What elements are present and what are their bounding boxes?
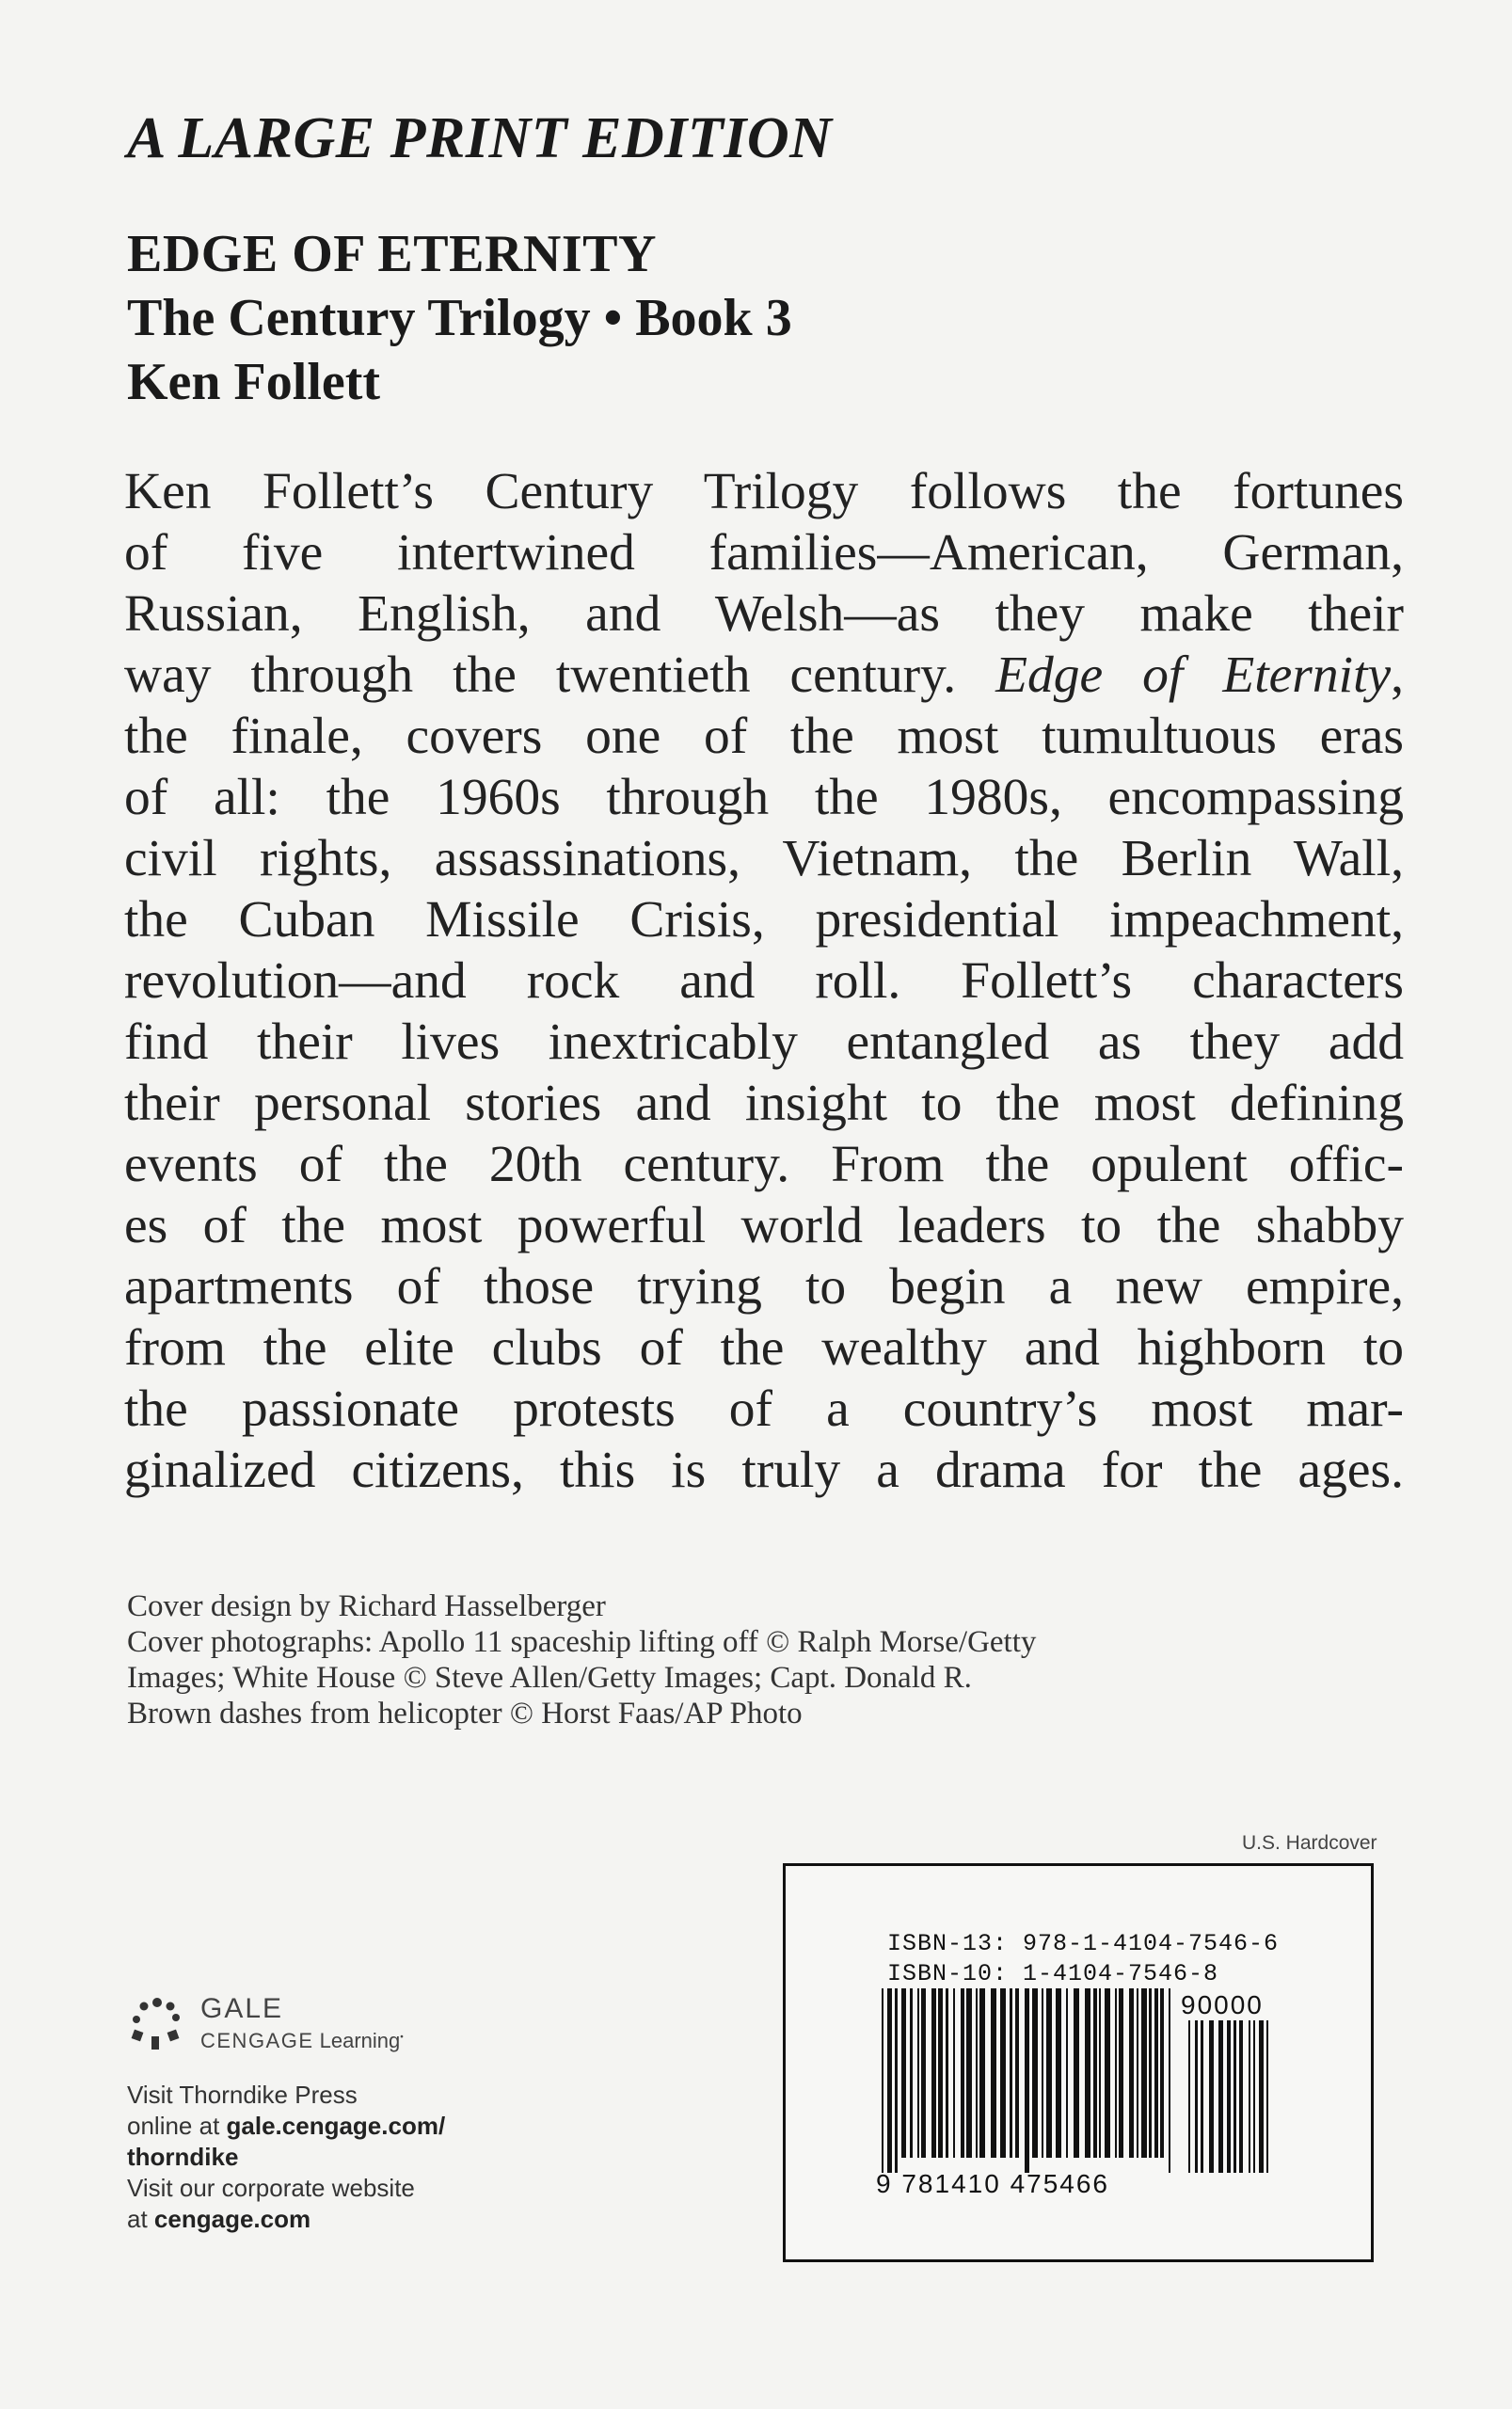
barcode-bar bbox=[1074, 1988, 1079, 2158]
barcode-bar bbox=[895, 1988, 898, 2173]
barcode-box bbox=[783, 1863, 1374, 2262]
trademark-mark: • bbox=[400, 2032, 404, 2043]
barcode-bar bbox=[1085, 1988, 1090, 2158]
text-segment: the finale, covers one of the most tumultuous eras bbox=[124, 708, 1404, 765]
cengage-wordmark bbox=[200, 2029, 404, 2053]
credit-line: Images; White House © Steve Allen/Getty Images; Capt. Donald R. bbox=[127, 1661, 972, 1695]
text-segment: apartments of those trying to begin a new empire, bbox=[124, 1258, 1404, 1316]
description-line bbox=[124, 889, 1404, 950]
description-line bbox=[124, 706, 1404, 767]
barcode-bar bbox=[946, 1988, 948, 2158]
addon-bar bbox=[1209, 2020, 1214, 2173]
text-segment: their personal stories and insight to the most defining bbox=[124, 1075, 1404, 1132]
description-line bbox=[124, 1195, 1404, 1256]
description-line bbox=[124, 1012, 1404, 1073]
addon-bar bbox=[1218, 2020, 1223, 2173]
gale-star-icon bbox=[127, 1997, 189, 2053]
visit-line-1: Visit Thorndike Press bbox=[127, 2081, 358, 2109]
credit-line: Cover design by Richard Hasselberger bbox=[127, 1589, 606, 1623]
text-segment: of five intertwined families—American, German, bbox=[124, 524, 1404, 582]
barcode-bar bbox=[1056, 1988, 1061, 2158]
barcode-bar bbox=[1129, 1988, 1134, 2158]
barcode-bar bbox=[991, 1988, 996, 2158]
addon-bar bbox=[1259, 2020, 1264, 2173]
book-description bbox=[124, 461, 1404, 1501]
description-line bbox=[124, 645, 1404, 706]
text-segment: the passionate protests of a country’s most mar- bbox=[124, 1380, 1404, 1438]
description-line bbox=[124, 1256, 1404, 1317]
addon-bar bbox=[1201, 2020, 1203, 2173]
corporate-prefix: at bbox=[127, 2205, 154, 2233]
barcode-bar bbox=[1099, 1988, 1101, 2158]
barcode-bar bbox=[1137, 1988, 1138, 2158]
barcode-bar bbox=[1042, 1988, 1043, 2158]
thorndike-url[interactable]: gale.cengage.com/ bbox=[226, 2112, 446, 2140]
ean-digits: 9 781410 475466 bbox=[876, 2169, 1109, 2198]
credit-line: Brown dashes from helicopter © Horst Faas/AP Photo bbox=[127, 1697, 803, 1731]
barcode-bar bbox=[938, 1988, 943, 2158]
addon-bar bbox=[1253, 2020, 1255, 2173]
barcode-bar bbox=[901, 1988, 906, 2158]
title-block bbox=[127, 222, 792, 414]
gale-wordmark: GALE bbox=[200, 1993, 284, 2024]
addon-bar bbox=[1239, 2020, 1243, 2173]
addon-bar bbox=[1249, 2020, 1250, 2173]
text-segment: find their lives inextricably entangled as they add bbox=[124, 1013, 1404, 1071]
barcode-bar bbox=[976, 1988, 978, 2158]
barcode-bar bbox=[910, 1988, 913, 2158]
description-line bbox=[124, 1317, 1404, 1379]
barcode-bar bbox=[887, 1988, 892, 2173]
barcode-bar bbox=[1115, 1988, 1117, 2158]
barcode-bar bbox=[1000, 1988, 1006, 2158]
edition-heading: A LARGE PRINT EDITION bbox=[127, 106, 833, 170]
addon-bar bbox=[1195, 2020, 1198, 2173]
visit-line-3 bbox=[127, 2142, 445, 2173]
text-segment: from the elite clubs of the wealthy and highborn to bbox=[124, 1319, 1404, 1377]
credit-line: Cover photographs: Apollo 11 spaceship lifting off © Ralph Morse/Getty bbox=[127, 1625, 1037, 1659]
text-segment: Ken Follett’s Century Trilogy follows the fortunes bbox=[124, 463, 1404, 520]
cengage-url[interactable]: cengage.com bbox=[153, 2205, 311, 2233]
barcode-bar bbox=[979, 1988, 985, 2158]
visit-line-2 bbox=[127, 2111, 445, 2142]
visit-line-5 bbox=[127, 2204, 445, 2235]
text-segment: events of the 20th century. From the opulent offic- bbox=[124, 1136, 1404, 1193]
barcode-bar bbox=[953, 1988, 955, 2158]
description-line bbox=[124, 950, 1404, 1012]
publisher-logo bbox=[127, 1993, 404, 2059]
description-line bbox=[124, 1379, 1404, 1440]
description-line bbox=[124, 1134, 1404, 1195]
addon-bar bbox=[1188, 2020, 1190, 2173]
addon-bar bbox=[1233, 2020, 1236, 2173]
barcode-bar bbox=[1015, 1988, 1019, 2158]
series-name: The Century Trilogy • Book 3 bbox=[127, 289, 792, 347]
description-line bbox=[124, 522, 1404, 583]
description-line bbox=[124, 828, 1404, 889]
cengage-suffix: Learning bbox=[313, 2029, 401, 2052]
barcode-bar bbox=[1105, 1988, 1110, 2158]
isbn-13: ISBN-13: 978-1-4104-7546-6 bbox=[887, 1930, 1280, 1957]
barcode-bar bbox=[917, 1988, 919, 2158]
cover-credits bbox=[127, 1588, 1036, 1731]
barcode-bar bbox=[1046, 1988, 1052, 2158]
text-segment: , bbox=[1391, 646, 1404, 704]
barcode-bar bbox=[1141, 1988, 1147, 2158]
barcode-bar bbox=[1149, 1988, 1152, 2158]
text-segment: revolution—and rock and roll. Follett’s characters bbox=[124, 952, 1404, 1010]
text-segment: of all: the 1960s through the 1980s, encompassing bbox=[124, 769, 1404, 826]
italic-title: Edge of Eternity bbox=[995, 646, 1392, 704]
visit-prefix: online at bbox=[127, 2112, 227, 2140]
barcode-bar bbox=[966, 1988, 972, 2158]
addon-bar bbox=[1227, 2020, 1231, 2173]
barcode-bar bbox=[1160, 1988, 1164, 2158]
barcode-bar bbox=[1025, 1988, 1029, 2173]
text-segment: ginalized citizens, this is truly a drama for the ages. bbox=[124, 1442, 1404, 1499]
description-line bbox=[124, 1440, 1404, 1501]
barcode-bar bbox=[1169, 1988, 1170, 2173]
barcode-bar bbox=[931, 1988, 936, 2158]
book-title: EDGE OF ETERNITY bbox=[127, 225, 657, 283]
description-line bbox=[124, 461, 1404, 522]
description-line bbox=[124, 767, 1404, 828]
barcode-bar bbox=[1119, 1988, 1123, 2158]
author-name: Ken Follett bbox=[127, 353, 381, 411]
text-segment: way through the twentieth century. bbox=[124, 646, 996, 704]
barcode-bar bbox=[1010, 1988, 1012, 2158]
price-code: 90000 bbox=[1181, 1990, 1264, 2019]
barcode-bar bbox=[1066, 1988, 1068, 2158]
barcode-bar bbox=[921, 1988, 926, 2158]
addon-bar bbox=[1266, 2020, 1268, 2173]
publisher-visit-info bbox=[127, 2080, 445, 2235]
text-segment: civil rights, assassinations, Vietnam, the Berlin Wall, bbox=[124, 830, 1404, 887]
text-segment: es of the most powerful world leaders to the shabby bbox=[124, 1197, 1404, 1254]
description-line bbox=[124, 1073, 1404, 1134]
format-label: U.S. Hardcover bbox=[1242, 1832, 1377, 1854]
cengage-brand: CENGAGE bbox=[200, 2029, 314, 2052]
visit-line-4: Visit our corporate website bbox=[127, 2174, 415, 2202]
barcode-bar bbox=[882, 1988, 883, 2173]
text-segment: the Cuban Missile Crisis, presidential impeachment, bbox=[124, 891, 1404, 949]
description-line bbox=[124, 583, 1404, 645]
isbn-10: ISBN-10: 1-4104-7546-8 bbox=[887, 1960, 1219, 1987]
text-segment: Russian, English, and Welsh—as they make their bbox=[124, 585, 1404, 643]
barcode-bar bbox=[1032, 1988, 1038, 2158]
barcode-bar bbox=[961, 1988, 964, 2158]
thorndike-url-path[interactable]: thorndike bbox=[127, 2143, 239, 2171]
barcode-bar bbox=[1154, 1988, 1158, 2158]
barcode-bar bbox=[1093, 1988, 1097, 2158]
